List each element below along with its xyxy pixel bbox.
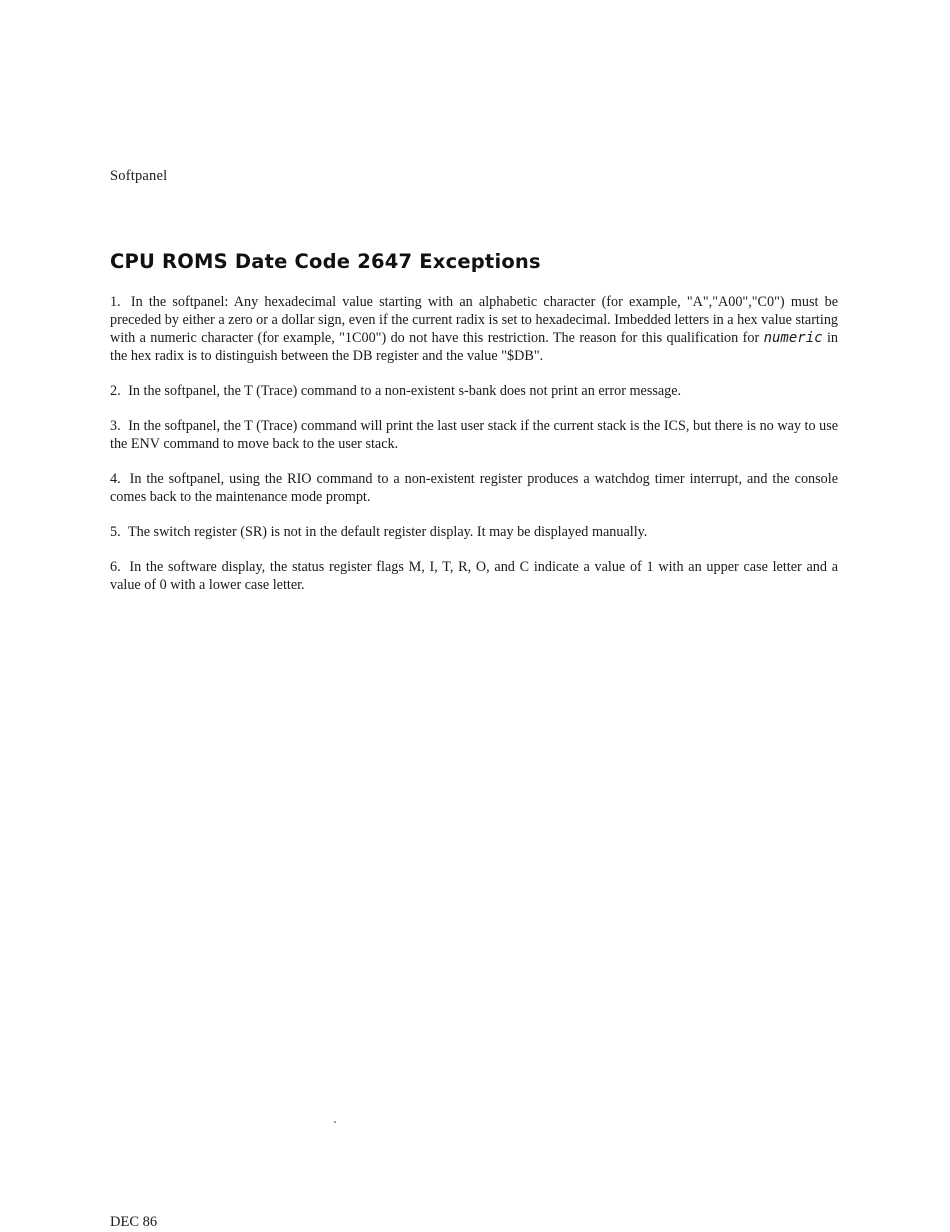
item-number: 4. [110,471,121,487]
item-text: In the softpanel, using the RIO command to a non-existent register produces a watchdog timer interrupt, and the console comes back to the maintenance mode prompt. [110,471,838,505]
list-item [110,523,838,541]
list-item [110,470,838,506]
scan-speck [334,1121,336,1123]
item-text: in the hex radix is to distinguish between the DB register and the value "$DB". [110,330,838,364]
item-text: In the softpanel, the T (Trace) command to a non-existent s-bank does not print an error message. [128,383,682,399]
item-text: In the softpanel, the T (Trace) command will print the last user stack if the current stack is the ICS, but there is no way to use the ENV command to move back to the user stack. [110,418,839,452]
running-header: Softpanel [110,168,168,184]
item-text: In the softpanel: Any hexadecimal value starting with an alphabetic character (for example, "A","A00","C0") must be preceded by either a zero or a dollar sign, even if the current radix is set to hexadecimal. Imbedded letters in a hex value starting with a numeric character (for example, "1C00") do not have this restriction. The reason for this qualification for [110,294,839,346]
item-emphasis: numeric [763,330,823,346]
exceptions-list [110,293,838,611]
list-item [110,417,838,453]
list-item [110,293,838,365]
section-title: CPU ROMS Date Code 2647 Exceptions [110,250,541,273]
list-item [110,382,838,400]
footer-date: DEC 86 [110,1214,158,1230]
item-text: In the software display, the status register flags M, I, T, R, O, and C indicate a value of 1 with an upper case letter and a value of 0 with a lower case letter. [110,559,838,593]
item-number: 6. [110,559,121,575]
item-number: 1. [110,294,121,310]
item-number: 2. [110,383,121,399]
list-item [110,558,838,594]
item-number: 3. [110,418,121,434]
item-text: The switch register (SR) is not in the default register display. It may be displayed manually. [127,524,648,540]
item-number: 5. [110,524,121,540]
